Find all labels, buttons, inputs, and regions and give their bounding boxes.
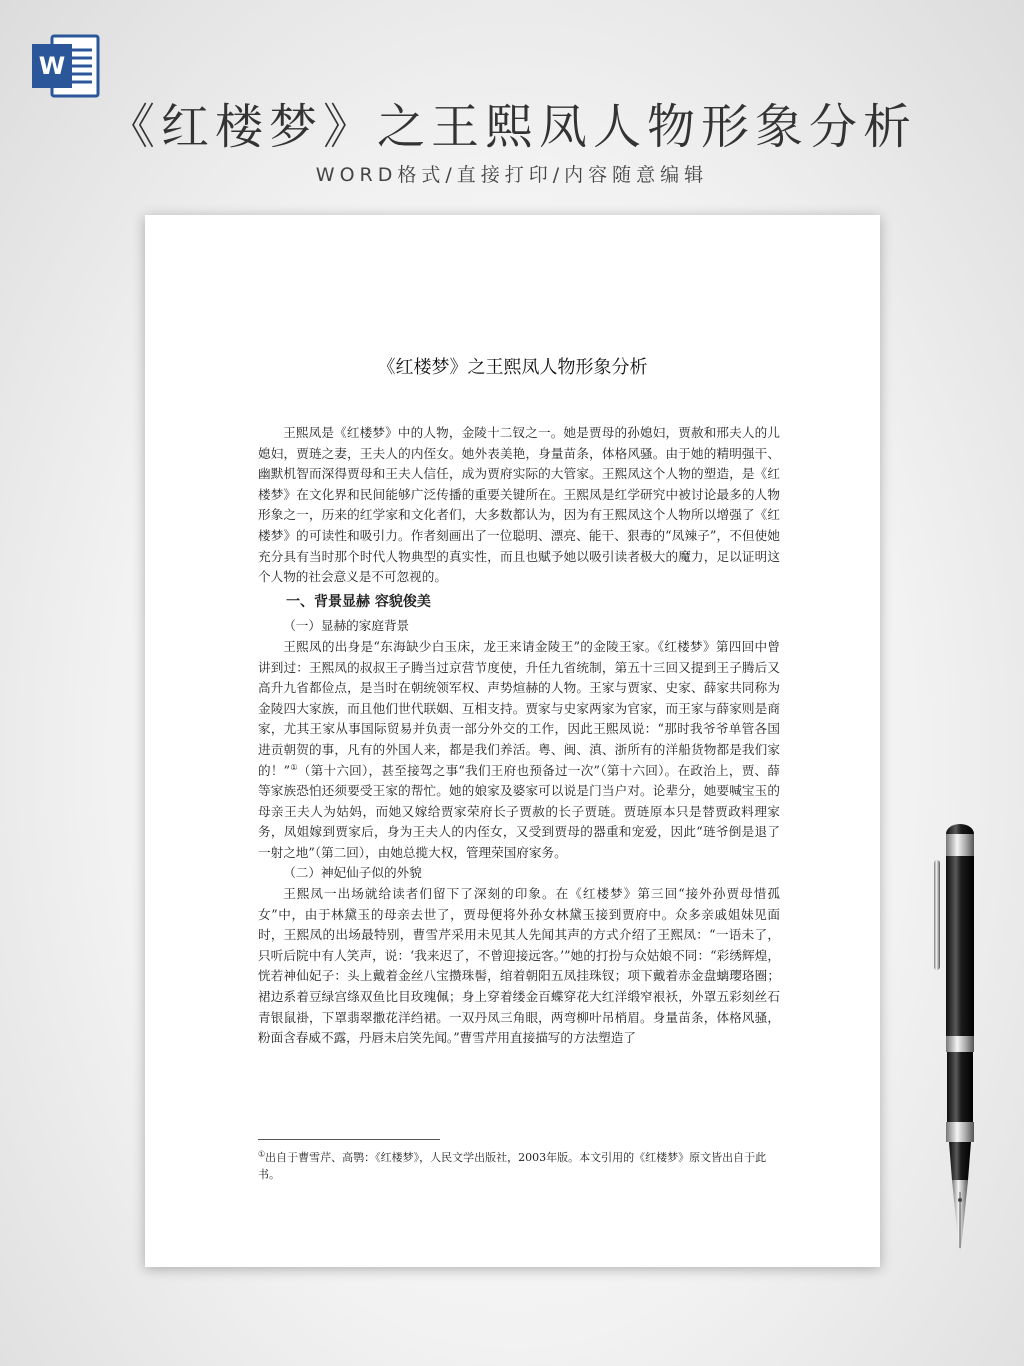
page-headline: 《红楼梦》之王熙凤人物形象分析 <box>106 99 917 155</box>
document-body <box>258 423 780 1049</box>
subsection-heading-appearance: （二）神妃仙子似的外貌 <box>283 865 422 881</box>
footnote-reference[interactable]: ① <box>290 762 298 772</box>
paragraph-intro: 王熙凤是《红楼梦》中的人物，金陵十二钗之一。她是贾母的孙媳妇，贾赦和邢夫人的儿媳妇，贾琏之妻，王夫人的内侄女。她外表美艳，身量苗条，体格风骚。由于她的精明强干、幽默机智而深得贾母和王夫人信任，成为贾府实际的大管家。王熙凤这个人物的塑造，是《红楼梦》在文化界和民间能够广泛传播的重要关键所在。王熙凤是红学研究中被讨论最多的人物形象之一，历来的红学家和文化者们，大多数都认为，因为有王熙凤这个人物所以增强了《红楼梦》的可读性和吸引力。作者刻画出了一位聪明、漂亮、能干、狠毒的“凤辣子”，不但使她充分具有当时那个时代人物典型的真实性，而且也赋予她以吸引读者极大的魔力，足以证明这个人物的社会意义是不可忽视的。 <box>258 425 780 585</box>
document-page <box>145 215 880 1267</box>
footnote-text: 出自于曹雪芹、高鹗：《红楼梦》，人民文学出版社，2003年版。本文引用的《红楼梦》原文皆出自于此书。 <box>258 1151 767 1181</box>
paragraph-appearance: 王熙凤一出场就给读者们留下了深刻的印象。在《红楼梦》第三回“接外孙贾母惜孤女”中，由于林黛玉的母亲去世了，贾母便将外孙女林黛玉接到贾府中。众多亲戚姐妹见面时，王熙凤的出场最特别，曹雪芹采用未见其人先闻其声的方式介绍了王熙凤：“一语未了，只听后院中有人笑声，说：‘我来迟了，不曾迎接远客。’”她的打扮与众姑娘不同：“彩绣辉煌，恍若神仙妃子：头上戴着金丝八宝攒珠髻，绾着朝阳五凤挂珠钗；项下戴着赤金盘螭璎珞圈；裙边系着豆绿宫绦双鱼比目玫瑰佩；身上穿着缕金百蝶穿花大红洋缎窄裉袄，外罩五彩刻丝石青银鼠褂，下罩翡翠撒花洋绉裙。一双丹凤三角眼，两弯柳叶吊梢眉。身量苗条，体格风骚，粉面含春威不露，丹唇未启笑先闻。”曹雪芹用直接描写的方法塑造了 <box>258 886 780 1046</box>
page-subheadline: WORD格式/直接打印/内容随意编辑 <box>315 164 709 186</box>
fountain-pen-icon <box>918 820 988 1260</box>
paragraph-family-text-a: 王熙凤的出身是“东海缺少白玉床，龙王来请金陵王”的金陵王家。《红楼梦》第四回中曾讲到过：王熙凤的叔叔王子腾当过京营节度使，升任九省统制，第五十三回又提到王子腾后又高升九省都俭点，是当时在朝统领军权、声势煊赫的人物。王家与贾家、史家、薛家共同称为金陵四大家族，而且他们世代联姻、互相支持。贾家与史家两家为官家，而王家与薛家则是商家，尤其王家从事国际贸易并负责一部分外交的工作，因此王熙凤说：“那时我爷爷单管各国进贡朝贺的事，凡有的外国人来，都是我们养活。粤、闽、滇、浙所有的洋船货物都是我们家的！” <box>258 638 780 778</box>
document-title: 《红楼梦》之王熙凤人物形象分析 <box>377 357 648 378</box>
footnote <box>258 1149 780 1183</box>
word-icon-letter: W <box>38 52 66 80</box>
footnote-divider <box>258 1139 440 1140</box>
paragraph-family-background <box>258 637 780 864</box>
paragraph-family-text-b: （第十六回），甚至接驾之事“我们王府也预备过一次”（第十六回）。在政治上，贾、薛等家族恐怕还须要受王家的帮忙。她的娘家及婆家可以说是门当户对。论辈分，她要喊宝玉的母亲王夫人为姑妈，而她又嫁给贾家荣府长子贾赦的长子贾琏。贾琏原本只是替贾政料理家务，凤姐嫁到贾家后，身为王夫人的内侄女，又受到贾母的器重和宠爱，因此“琏爷倒是退了一射之地”（第二回），由她总揽大权，管理荣国府家务。 <box>258 762 780 860</box>
subsection-heading-family: （一）显赫的家庭背景 <box>283 618 410 634</box>
section-heading: 一、背景显赫 容貌俊美 <box>286 593 431 610</box>
footnote-mark: ① <box>258 1149 266 1159</box>
